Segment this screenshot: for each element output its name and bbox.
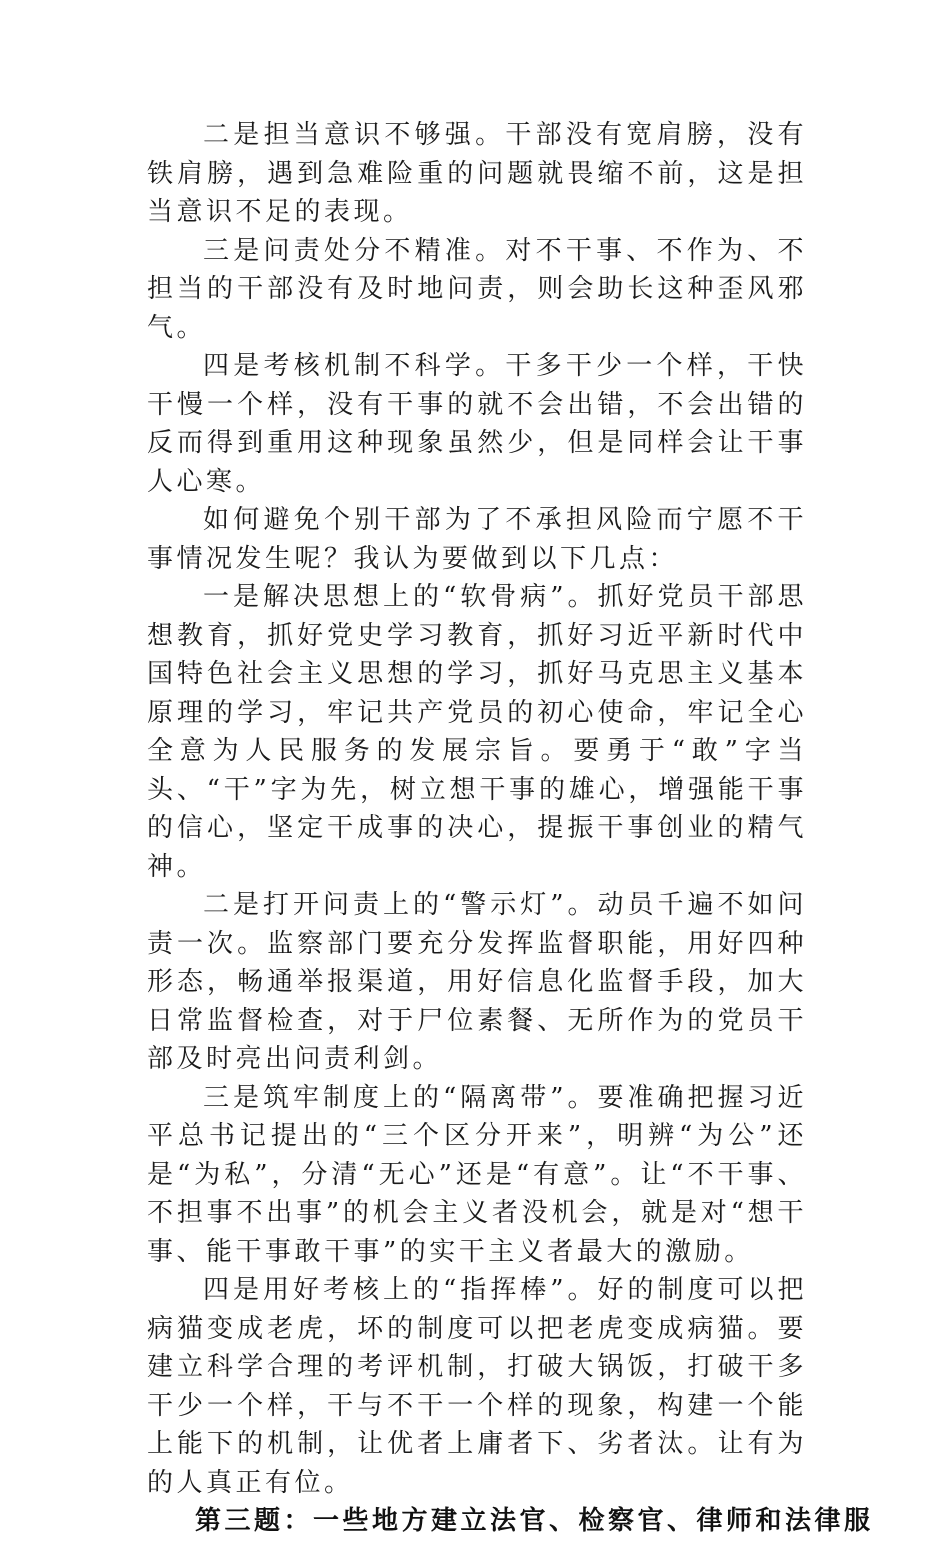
document-page [147, 116, 874, 1541]
paragraph-point-two: 二是打开问责上的“警示灯”。动员千遍不如问责一次。监察部门要充分发挥监督职能，用好四种形态，畅通举报渠道，用好信息化监督手段，加大日常监督检查，对于尸位素餐、无所作为的党员干部及时亮出问责利剑。 [147, 890, 807, 1074]
paragraph-assessment: 四是考核机制不科学。干多干少一个样，干快干慢一个样，没有干事的就不会出错，不会出错的反而得到重用这种现象虽然少，但是同样会让干事人心寒。 [147, 351, 807, 497]
paragraph-responsibility: 二是担当意识不够强。干部没有宽肩膀，没有铁肩膀，遇到急难险重的问题就畏缩不前，这是担当意识不足的表现。 [147, 120, 807, 227]
paragraph-point-three: 三是筑牢制度上的“隔离带”。要准确把握习近平总书记提出的“三个区分开来”，明辨“为公”还是“为私”，分清“无心”还是“有意”。让“不干事、不担事不出事”的机会主义者没机会，就是对“想干事、能干事敢干事”的实干主义者最大的激励。 [147, 1082, 807, 1267]
paragraph-point-one: 一是解决思想上的“软骨病”。抓好党员干部思想教育，抓好党史学习教育，抓好习近平新时代中国特色社会主义思想的学习，抓好马克思主义基本原理的学习，牢记共产党员的初心使命，牢记全心全意为人民服务的发展宗旨。要勇于“敢”字当头、“干”字为先，树立想干事的雄心，增强能干事的信心，坚定干成事的决心，提振干事创业的精气神。 [147, 582, 807, 882]
paragraph-accountability: 三是问责处分不精准。对不干事、不作为、不担当的干部没有及时地问责，则会助长这种歪风邪气。 [147, 235, 807, 343]
section-heading: 第三题：一些地方建立法官、检察官、律师和法律服 [195, 1506, 874, 1536]
paragraph-point-four: 四是用好考核上的“指挥棒”。好的制度可以把病猫变成老虎，坏的制度可以把老虎变成病猫。要建立科学合理的考评机制，打破大锅饭，打破干多干少一个样，干与不干一个样的现象，构建一个能上能下的机制，让优者上庸者下、劣者汰。让有为的人真正有位。 [147, 1275, 807, 1498]
paragraph-question: 如何避免个别干部为了不承担风险而宁愿不干事情况发生呢？我认为要做到以下几点： [147, 505, 807, 574]
